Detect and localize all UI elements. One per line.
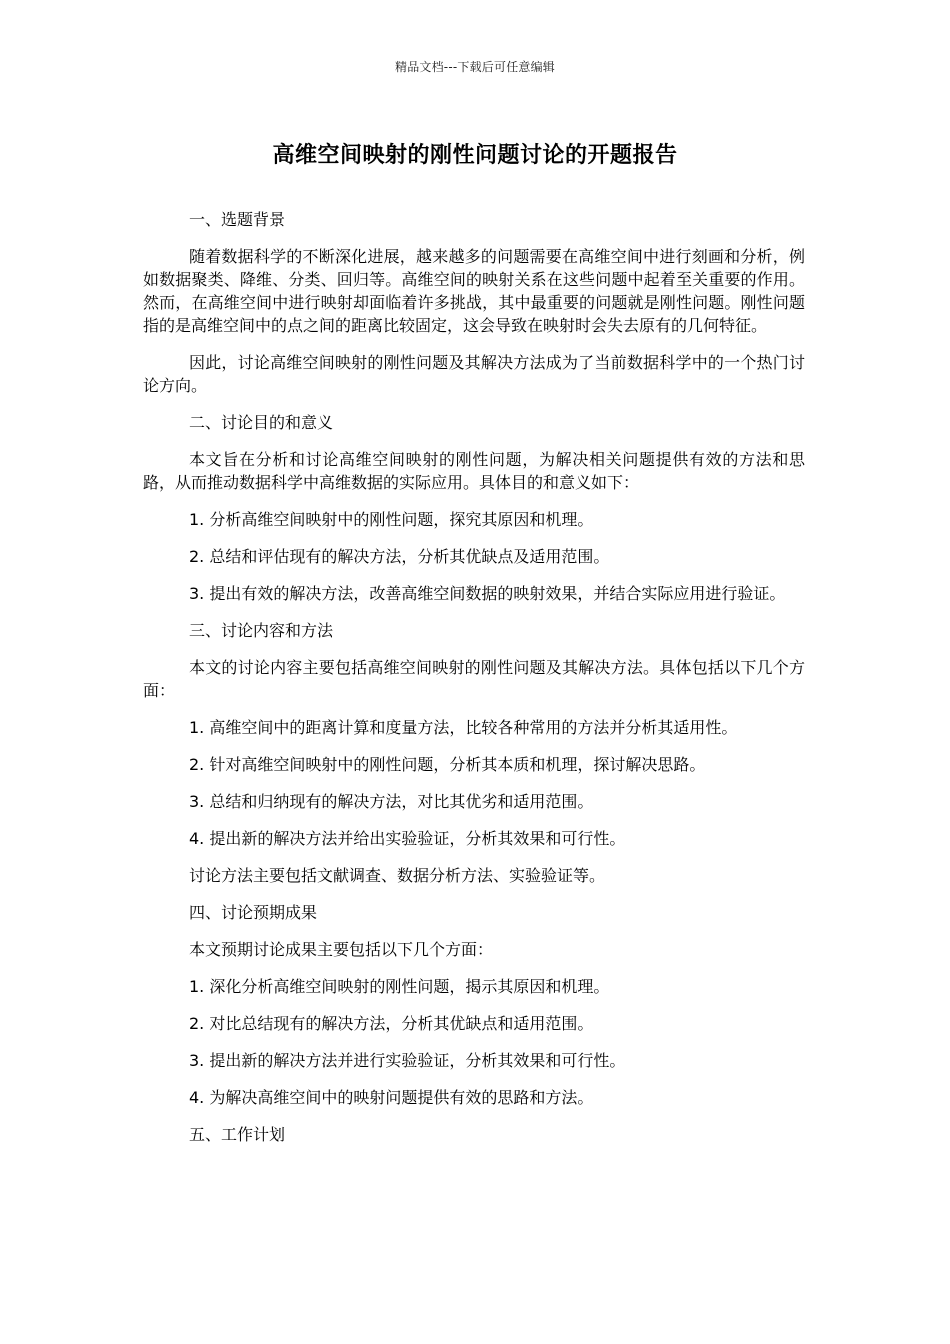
list-item: 4. 提出新的解决方法并给出实验验证，分析其效果和可行性。 (189, 829, 626, 848)
list-item: 3. 总结和归纳现有的解决方法，对比其优劣和适用范围。 (189, 792, 594, 811)
body-paragraph: 本文旨在分析和讨论高维空间映射的刚性问题，为解决相关问题提供有效的方法和思路，从而推动数据科学中高维数据的实际应用。具体目的和意义如下： (143, 450, 805, 492)
body-paragraph: 讨论方法主要包括文献调查、数据分析方法、实验验证等。 (189, 866, 606, 885)
list-item: 2. 针对高维空间映射中的刚性问题，分析其本质和机理，探讨解决思路。 (189, 755, 706, 774)
list-item: 2. 对比总结现有的解决方法，分析其优缺点和适用范围。 (189, 1014, 594, 1033)
document-title: 高维空间映射的刚性问题讨论的开题报告 (272, 143, 678, 168)
section-heading: 一、选题背景 (189, 210, 286, 229)
header-note: 精品文档---下载后可任意编辑 (395, 60, 555, 74)
list-item: 1. 分析高维空间映射中的刚性问题，探究其原因和机理。 (189, 510, 594, 529)
list-item: 1. 高维空间中的距离计算和度量方法，比较各种常用的方法并分析其适用性。 (189, 718, 738, 737)
list-item: 4. 为解决高维空间中的映射问题提供有效的思路和方法。 (189, 1088, 594, 1107)
list-item: 3. 提出新的解决方法并进行实验验证，分析其效果和可行性。 (189, 1051, 626, 1070)
list-item: 1. 深化分析高维空间映射的刚性问题，揭示其原因和机理。 (189, 977, 610, 996)
body-paragraph: 因此，讨论高维空间映射的刚性问题及其解决方法成为了当前数据科学中的一个热门讨论方向。 (143, 353, 805, 395)
section-heading: 二、讨论目的和意义 (189, 413, 334, 432)
body-paragraph: 本文预期讨论成果主要包括以下几个方面： (189, 940, 494, 959)
section-heading: 五、工作计划 (189, 1125, 286, 1144)
section-heading: 四、讨论预期成果 (189, 903, 318, 922)
body-paragraph: 本文的讨论内容主要包括高维空间映射的刚性问题及其解决方法。具体包括以下几个方面： (143, 658, 805, 700)
document-body (143, 208, 805, 1160)
list-item: 2. 总结和评估现有的解决方法，分析其优缺点及适用范围。 (189, 547, 610, 566)
body-paragraph: 随着数据科学的不断深化进展，越来越多的问题需要在高维空间中进行刻画和分析，例如数据聚类、降维、分类、回归等。高维空间的映射关系在这些问题中起着至关重要的作用。然而，在高维空间中进行映射却面临着许多挑战，其中最重要的问题就是刚性问题。刚性问题指的是高维空间中的点之间的距离比较固定，这会导致在映射时会失去原有的几何特征。 (143, 247, 805, 335)
section-heading: 三、讨论内容和方法 (189, 621, 334, 640)
list-item: 3. 提出有效的解决方法，改善高维空间数据的映射效果，并结合实际应用进行验证。 (189, 584, 786, 603)
